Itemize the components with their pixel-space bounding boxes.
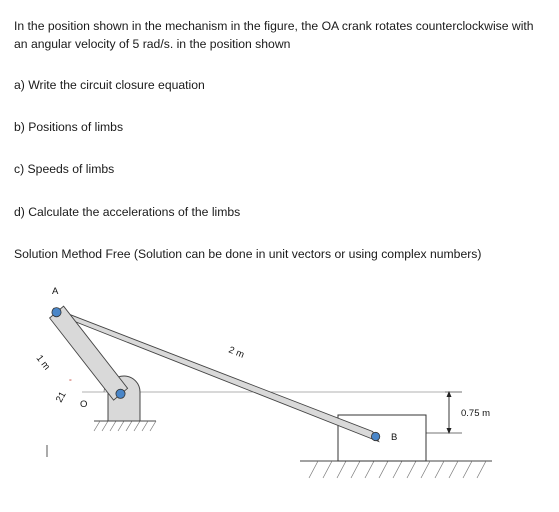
question-c: c) Speeds of limbs <box>14 162 115 176</box>
angle-degree-symbol: ° <box>69 379 72 386</box>
joint-b <box>371 432 379 440</box>
ground-support-o <box>94 421 156 431</box>
joint-o <box>116 389 125 398</box>
joint-a <box>52 308 61 317</box>
length-oa-label: 1 m <box>33 353 53 373</box>
problem-statement: In the position shown in the mechanism in the figure, the OA crank rotates counterclockwise with an angular velocity of 5 rad/s. in the position shown <box>14 19 534 51</box>
question-a: a) Write the circuit closure equation <box>14 78 205 92</box>
question-d: d) Calculate the accelerations of the limbs <box>14 205 241 219</box>
ground-support-b <box>300 461 492 478</box>
label-o: O <box>80 399 88 410</box>
label-a: A <box>52 286 59 297</box>
slider-block <box>338 415 426 461</box>
crank-oa <box>50 306 128 400</box>
mechanism-figure <box>0 270 559 512</box>
angle-value: 21 <box>53 389 69 405</box>
height-dimension <box>447 391 452 434</box>
height-label: 0.75 m <box>461 408 491 419</box>
label-b: B <box>391 432 398 443</box>
question-b: b) Positions of limbs <box>14 120 124 134</box>
solution-method: Solution Method Free (Solution can be done in unit vectors or using complex numbers) <box>14 247 482 261</box>
length-ab-label: 2 m <box>226 344 246 361</box>
